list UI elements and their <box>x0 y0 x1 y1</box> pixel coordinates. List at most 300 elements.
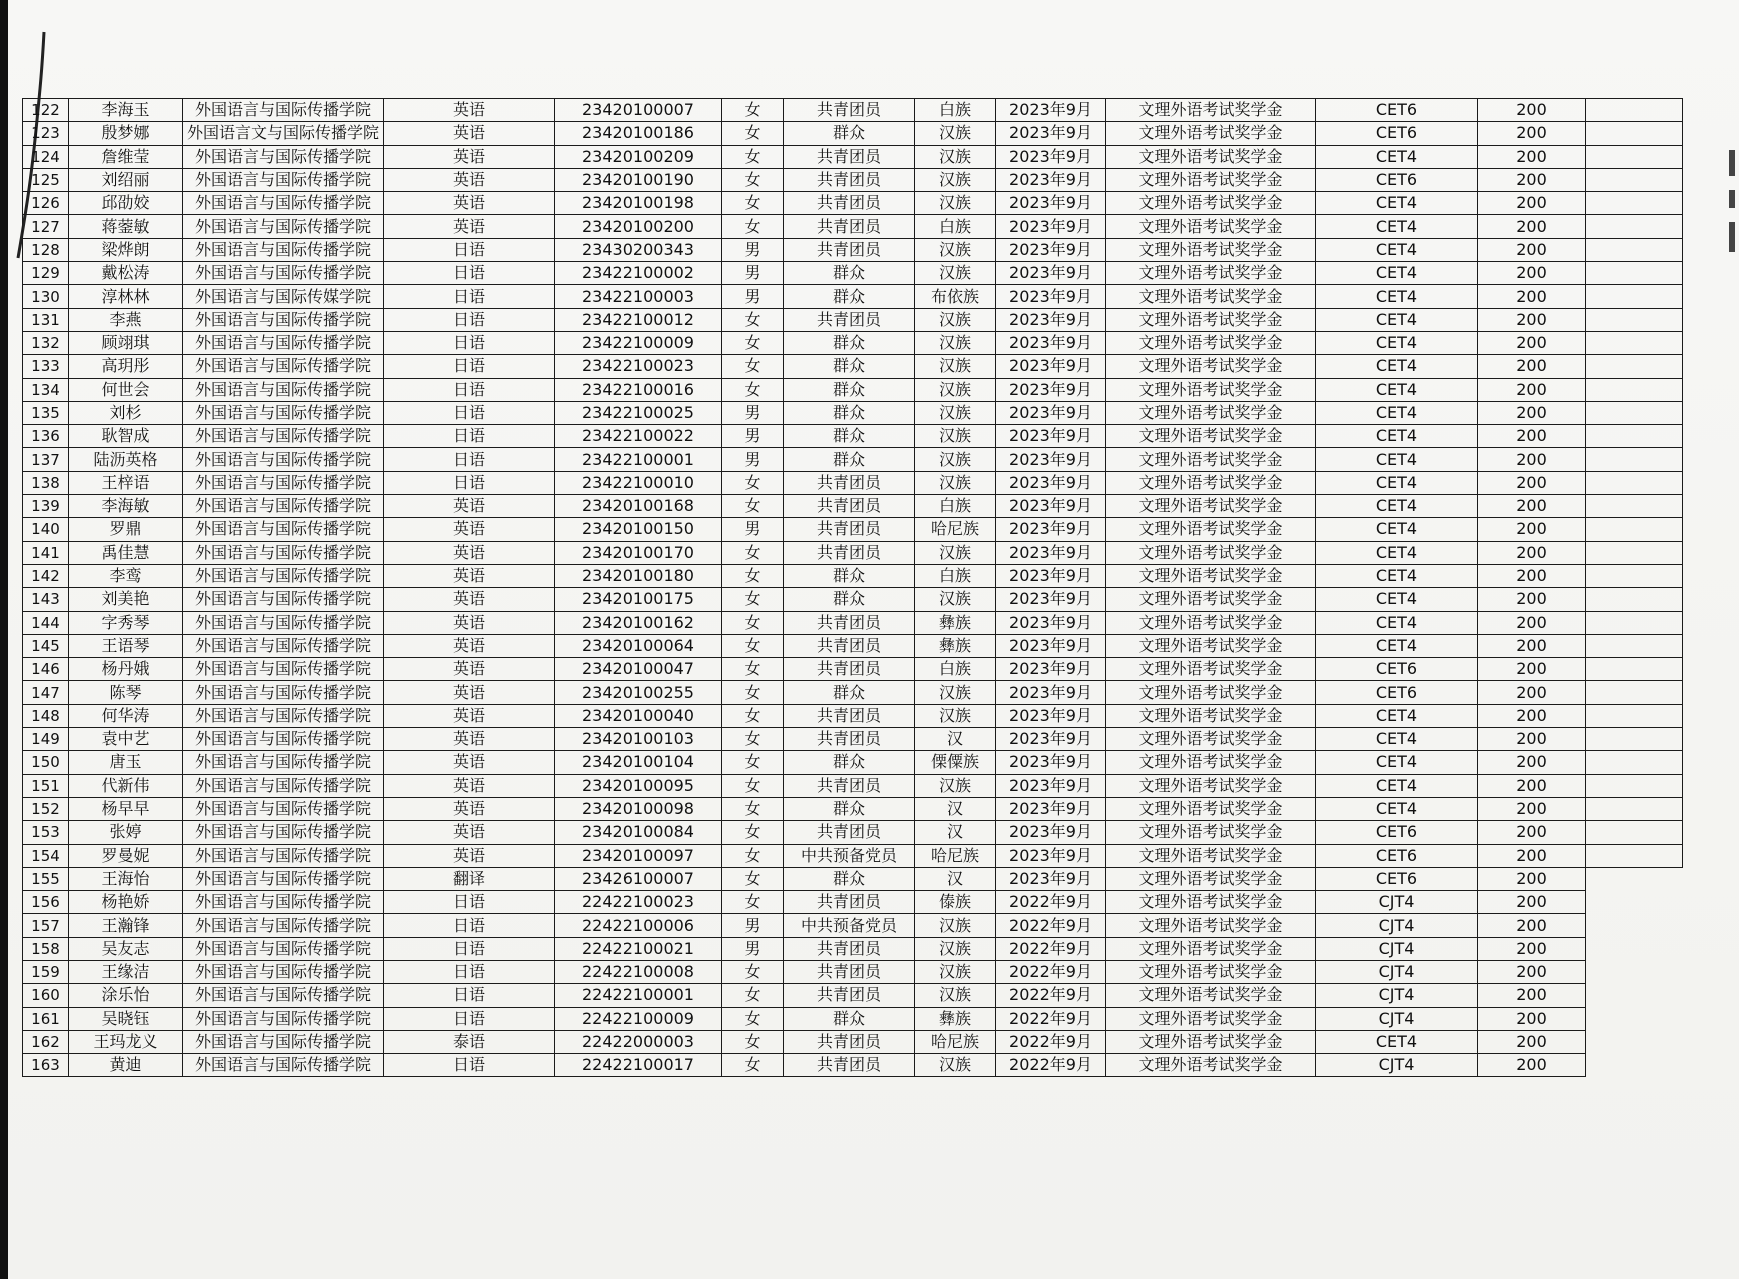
college-cell: 外国语言与国际传播学院 <box>183 891 384 914</box>
major-cell: 英语 <box>384 634 555 657</box>
enrollment-date-cell: 2022年9月 <box>996 1054 1106 1077</box>
major-cell: 英语 <box>384 774 555 797</box>
scholarship-type-cell: 文理外语考试奖学金 <box>1106 1054 1316 1077</box>
right-edge-marks <box>1727 150 1737 260</box>
major-cell: 翻译 <box>384 867 555 890</box>
gender-cell: 女 <box>722 564 784 587</box>
row-number-cell: 141 <box>23 541 69 564</box>
gender-cell: 女 <box>722 495 784 518</box>
major-cell: 英语 <box>384 564 555 587</box>
table-row <box>23 821 1683 844</box>
student-id-cell: 23422100001 <box>555 448 722 471</box>
major-cell: 英语 <box>384 844 555 867</box>
major-cell: 日语 <box>384 891 555 914</box>
remarks-cell <box>1586 168 1683 191</box>
row-number-cell: 134 <box>23 378 69 401</box>
remarks-cell <box>1586 658 1683 681</box>
scholarship-type-cell: 文理外语考试奖学金 <box>1106 425 1316 448</box>
empty-area <box>1586 914 1683 937</box>
remarks-cell <box>1586 728 1683 751</box>
political-status-cell: 共青团员 <box>784 821 915 844</box>
table-row <box>23 215 1683 238</box>
ethnicity-cell: 白族 <box>915 495 996 518</box>
scholarship-type-cell: 文理外语考试奖学金 <box>1106 168 1316 191</box>
ethnicity-cell: 汉 <box>915 867 996 890</box>
enrollment-date-cell: 2023年9月 <box>996 704 1106 727</box>
exam-level-cell: CET6 <box>1316 168 1478 191</box>
ethnicity-cell: 汉族 <box>915 984 996 1007</box>
gender-cell: 女 <box>722 867 784 890</box>
college-cell: 外国语言与国际传播学院 <box>183 238 384 261</box>
enrollment-date-cell: 2023年9月 <box>996 541 1106 564</box>
exam-level-cell: CJT4 <box>1316 984 1478 1007</box>
major-cell: 日语 <box>384 937 555 960</box>
student-name-cell: 何世会 <box>69 378 183 401</box>
empty-area <box>1586 1054 1683 1077</box>
row-number-cell: 130 <box>23 285 69 308</box>
remarks-cell <box>1586 634 1683 657</box>
amount-cell: 200 <box>1478 984 1586 1007</box>
table-row <box>23 937 1683 960</box>
exam-level-cell: CET4 <box>1316 215 1478 238</box>
enrollment-date-cell: 2023年9月 <box>996 331 1106 354</box>
row-number-cell: 152 <box>23 797 69 820</box>
student-id-cell: 23420100007 <box>555 99 722 122</box>
student-id-cell: 23420100084 <box>555 821 722 844</box>
gender-cell: 女 <box>722 704 784 727</box>
college-cell: 外国语言与国际传播学院 <box>183 960 384 983</box>
student-name-cell: 杨艳娇 <box>69 891 183 914</box>
student-name-cell: 黄迪 <box>69 1054 183 1077</box>
student-name-cell: 淳林林 <box>69 285 183 308</box>
amount-cell: 200 <box>1478 122 1586 145</box>
student-name-cell: 王瀚锋 <box>69 914 183 937</box>
scholarship-type-cell: 文理外语考试奖学金 <box>1106 867 1316 890</box>
college-cell: 外国语言与国际传播学院 <box>183 937 384 960</box>
student-id-cell: 23420100198 <box>555 192 722 215</box>
enrollment-date-cell: 2022年9月 <box>996 937 1106 960</box>
remarks-cell <box>1586 401 1683 424</box>
major-cell: 英语 <box>384 145 555 168</box>
student-name-cell: 刘美艳 <box>69 588 183 611</box>
student-name-cell: 代新伟 <box>69 774 183 797</box>
remarks-cell <box>1586 425 1683 448</box>
student-name-cell: 詹维莹 <box>69 145 183 168</box>
gender-cell: 女 <box>722 331 784 354</box>
amount-cell: 200 <box>1478 99 1586 122</box>
table-row <box>23 448 1683 471</box>
political-status-cell: 共青团员 <box>784 541 915 564</box>
scholarship-type-cell: 文理外语考试奖学金 <box>1106 285 1316 308</box>
college-cell: 外国语言与国际传播学院 <box>183 145 384 168</box>
scholarship-type-cell: 文理外语考试奖学金 <box>1106 844 1316 867</box>
gender-cell: 女 <box>722 355 784 378</box>
table-row <box>23 168 1683 191</box>
college-cell: 外国语言与国际传播学院 <box>183 774 384 797</box>
political-status-cell: 群众 <box>784 448 915 471</box>
college-cell: 外国语言文与国际传播学院 <box>183 122 384 145</box>
student-name-cell: 涂乐怡 <box>69 984 183 1007</box>
scholarship-type-cell: 文理外语考试奖学金 <box>1106 611 1316 634</box>
amount-cell: 200 <box>1478 262 1586 285</box>
ethnicity-cell: 汉族 <box>915 541 996 564</box>
table-row <box>23 914 1683 937</box>
empty-area <box>1586 984 1683 1007</box>
political-status-cell: 群众 <box>784 355 915 378</box>
remarks-cell <box>1586 751 1683 774</box>
major-cell: 英语 <box>384 99 555 122</box>
amount-cell: 200 <box>1478 378 1586 401</box>
row-number-cell: 129 <box>23 262 69 285</box>
student-id-cell: 23422100009 <box>555 331 722 354</box>
scholarship-type-cell: 文理外语考试奖学金 <box>1106 262 1316 285</box>
table-row <box>23 122 1683 145</box>
student-id-cell: 22422100008 <box>555 960 722 983</box>
student-name-cell: 罗曼妮 <box>69 844 183 867</box>
gender-cell: 女 <box>722 215 784 238</box>
ethnicity-cell: 汉族 <box>915 262 996 285</box>
ethnicity-cell: 汉族 <box>915 681 996 704</box>
ethnicity-cell: 傈僳族 <box>915 751 996 774</box>
row-number-cell: 162 <box>23 1030 69 1053</box>
major-cell: 英语 <box>384 658 555 681</box>
college-cell: 外国语言与国际传播学院 <box>183 192 384 215</box>
student-name-cell: 李海敏 <box>69 495 183 518</box>
student-id-cell: 23420100104 <box>555 751 722 774</box>
student-id-cell: 23420100168 <box>555 495 722 518</box>
enrollment-date-cell: 2023年9月 <box>996 611 1106 634</box>
major-cell: 英语 <box>384 541 555 564</box>
scholarship-type-cell: 文理外语考试奖学金 <box>1106 192 1316 215</box>
row-number-cell: 123 <box>23 122 69 145</box>
political-status-cell: 群众 <box>784 564 915 587</box>
table-row <box>23 1054 1683 1077</box>
major-cell: 日语 <box>384 285 555 308</box>
amount-cell: 200 <box>1478 704 1586 727</box>
enrollment-date-cell: 2023年9月 <box>996 425 1106 448</box>
exam-level-cell: CET4 <box>1316 774 1478 797</box>
remarks-cell <box>1586 821 1683 844</box>
student-name-cell: 戴松涛 <box>69 262 183 285</box>
enrollment-date-cell: 2023年9月 <box>996 99 1106 122</box>
scholarship-type-cell: 文理外语考试奖学金 <box>1106 914 1316 937</box>
student-name-cell: 王梓语 <box>69 471 183 494</box>
student-name-cell: 王玛龙义 <box>69 1030 183 1053</box>
ethnicity-cell: 汉族 <box>915 401 996 424</box>
row-number-cell: 161 <box>23 1007 69 1030</box>
empty-area <box>1586 1030 1683 1053</box>
remarks-cell <box>1586 844 1683 867</box>
gender-cell: 男 <box>722 401 784 424</box>
exam-level-cell: CET4 <box>1316 1030 1478 1053</box>
gender-cell: 男 <box>722 518 784 541</box>
student-name-cell: 吴友志 <box>69 937 183 960</box>
exam-level-cell: CET4 <box>1316 564 1478 587</box>
empty-area <box>1586 867 1683 890</box>
gender-cell: 女 <box>722 821 784 844</box>
college-cell: 外国语言与国际传播学院 <box>183 331 384 354</box>
row-number-cell: 147 <box>23 681 69 704</box>
gender-cell: 男 <box>722 238 784 261</box>
political-status-cell: 群众 <box>784 1007 915 1030</box>
student-name-cell: 王语琴 <box>69 634 183 657</box>
row-number-cell: 142 <box>23 564 69 587</box>
student-name-cell: 杨早早 <box>69 797 183 820</box>
remarks-cell <box>1586 308 1683 331</box>
student-name-cell: 陈琴 <box>69 681 183 704</box>
scholarship-type-cell: 文理外语考试奖学金 <box>1106 1030 1316 1053</box>
gender-cell: 女 <box>722 192 784 215</box>
ethnicity-cell: 汉族 <box>915 1054 996 1077</box>
major-cell: 日语 <box>384 1007 555 1030</box>
exam-level-cell: CET4 <box>1316 308 1478 331</box>
amount-cell: 200 <box>1478 634 1586 657</box>
enrollment-date-cell: 2023年9月 <box>996 168 1106 191</box>
gender-cell: 女 <box>722 541 784 564</box>
student-id-cell: 22422100023 <box>555 891 722 914</box>
ethnicity-cell: 傣族 <box>915 891 996 914</box>
student-id-cell: 23420100064 <box>555 634 722 657</box>
ethnicity-cell: 汉族 <box>915 704 996 727</box>
exam-level-cell: CET6 <box>1316 122 1478 145</box>
amount-cell: 200 <box>1478 471 1586 494</box>
ethnicity-cell: 哈尼族 <box>915 518 996 541</box>
exam-level-cell: CET6 <box>1316 99 1478 122</box>
amount-cell: 200 <box>1478 1007 1586 1030</box>
major-cell: 英语 <box>384 588 555 611</box>
major-cell: 日语 <box>384 1054 555 1077</box>
college-cell: 外国语言与国际传播学院 <box>183 308 384 331</box>
political-status-cell: 共青团员 <box>784 634 915 657</box>
exam-level-cell: CET4 <box>1316 751 1478 774</box>
gender-cell: 女 <box>722 611 784 634</box>
student-id-cell: 23420100150 <box>555 518 722 541</box>
major-cell: 日语 <box>384 471 555 494</box>
amount-cell: 200 <box>1478 891 1586 914</box>
student-name-cell: 何华涛 <box>69 704 183 727</box>
student-name-cell: 字秀琴 <box>69 611 183 634</box>
student-id-cell: 23426100007 <box>555 867 722 890</box>
row-number-cell: 138 <box>23 471 69 494</box>
gender-cell: 女 <box>722 1054 784 1077</box>
remarks-cell <box>1586 588 1683 611</box>
student-id-cell: 23422100010 <box>555 471 722 494</box>
remarks-cell <box>1586 355 1683 378</box>
table-row <box>23 401 1683 424</box>
student-id-cell: 22422000003 <box>555 1030 722 1053</box>
enrollment-date-cell: 2023年9月 <box>996 448 1106 471</box>
exam-level-cell: CJT4 <box>1316 1054 1478 1077</box>
student-name-cell: 高玥彤 <box>69 355 183 378</box>
gender-cell: 男 <box>722 937 784 960</box>
table-body <box>23 99 1683 1077</box>
student-id-cell: 22422100009 <box>555 1007 722 1030</box>
enrollment-date-cell: 2022年9月 <box>996 1007 1106 1030</box>
row-number-cell: 156 <box>23 891 69 914</box>
gender-cell: 男 <box>722 285 784 308</box>
student-id-cell: 23422100025 <box>555 401 722 424</box>
ethnicity-cell: 汉族 <box>915 355 996 378</box>
enrollment-date-cell: 2023年9月 <box>996 122 1106 145</box>
table-row <box>23 611 1683 634</box>
row-number-cell: 125 <box>23 168 69 191</box>
ethnicity-cell: 哈尼族 <box>915 1030 996 1053</box>
major-cell: 英语 <box>384 704 555 727</box>
table-row <box>23 541 1683 564</box>
political-status-cell: 共青团员 <box>784 891 915 914</box>
enrollment-date-cell: 2022年9月 <box>996 984 1106 1007</box>
political-status-cell: 共青团员 <box>784 937 915 960</box>
student-id-cell: 23420100180 <box>555 564 722 587</box>
row-number-cell: 139 <box>23 495 69 518</box>
row-number-cell: 155 <box>23 867 69 890</box>
student-id-cell: 23420100040 <box>555 704 722 727</box>
exam-level-cell: CET6 <box>1316 844 1478 867</box>
ethnicity-cell: 汉族 <box>915 960 996 983</box>
enrollment-date-cell: 2023年9月 <box>996 378 1106 401</box>
empty-area <box>1586 1007 1683 1030</box>
remarks-cell <box>1586 262 1683 285</box>
table-row <box>23 331 1683 354</box>
scholarship-type-cell: 文理外语考试奖学金 <box>1106 355 1316 378</box>
amount-cell: 200 <box>1478 1030 1586 1053</box>
gender-cell: 女 <box>722 728 784 751</box>
college-cell: 外国语言与国际传播学院 <box>183 1030 384 1053</box>
amount-cell: 200 <box>1478 937 1586 960</box>
amount-cell: 200 <box>1478 681 1586 704</box>
row-number-cell: 126 <box>23 192 69 215</box>
table-row <box>23 774 1683 797</box>
major-cell: 日语 <box>384 308 555 331</box>
student-name-cell: 梁烨朗 <box>69 238 183 261</box>
empty-area <box>1586 891 1683 914</box>
enrollment-date-cell: 2023年9月 <box>996 728 1106 751</box>
student-name-cell: 罗鼎 <box>69 518 183 541</box>
ethnicity-cell: 汉族 <box>915 448 996 471</box>
student-name-cell: 邱劭姣 <box>69 192 183 215</box>
gender-cell: 男 <box>722 262 784 285</box>
amount-cell: 200 <box>1478 238 1586 261</box>
student-name-cell: 刘绍丽 <box>69 168 183 191</box>
political-status-cell: 共青团员 <box>784 960 915 983</box>
amount-cell: 200 <box>1478 145 1586 168</box>
enrollment-date-cell: 2023年9月 <box>996 588 1106 611</box>
table-row <box>23 797 1683 820</box>
table-row <box>23 891 1683 914</box>
student-id-cell: 23420100186 <box>555 122 722 145</box>
major-cell: 日语 <box>384 448 555 471</box>
exam-level-cell: CJT4 <box>1316 937 1478 960</box>
gender-cell: 男 <box>722 914 784 937</box>
political-status-cell: 共青团员 <box>784 611 915 634</box>
ethnicity-cell: 白族 <box>915 99 996 122</box>
exam-level-cell: CET4 <box>1316 285 1478 308</box>
student-id-cell: 23422100002 <box>555 262 722 285</box>
political-status-cell: 群众 <box>784 588 915 611</box>
student-name-cell: 张婷 <box>69 821 183 844</box>
ethnicity-cell: 汉族 <box>915 774 996 797</box>
gender-cell: 女 <box>722 960 784 983</box>
student-name-cell: 王海怡 <box>69 867 183 890</box>
enrollment-date-cell: 2023年9月 <box>996 192 1106 215</box>
remarks-cell <box>1586 611 1683 634</box>
college-cell: 外国语言与国际传播学院 <box>183 355 384 378</box>
amount-cell: 200 <box>1478 564 1586 587</box>
amount-cell: 200 <box>1478 588 1586 611</box>
major-cell: 日语 <box>384 378 555 401</box>
scholarship-type-cell: 文理外语考试奖学金 <box>1106 518 1316 541</box>
ethnicity-cell: 汉族 <box>915 425 996 448</box>
gender-cell: 女 <box>722 891 784 914</box>
scholarship-type-cell: 文理外语考试奖学金 <box>1106 471 1316 494</box>
row-number-cell: 132 <box>23 331 69 354</box>
enrollment-date-cell: 2022年9月 <box>996 891 1106 914</box>
student-name-cell: 吴晓钰 <box>69 1007 183 1030</box>
enrollment-date-cell: 2023年9月 <box>996 308 1106 331</box>
table-row <box>23 728 1683 751</box>
table-row <box>23 844 1683 867</box>
remarks-cell <box>1586 797 1683 820</box>
political-status-cell: 群众 <box>784 797 915 820</box>
table-row <box>23 867 1683 890</box>
student-name-cell: 李鸾 <box>69 564 183 587</box>
student-id-cell: 23420100097 <box>555 844 722 867</box>
student-name-cell: 陆沥英格 <box>69 448 183 471</box>
scholarship-type-cell: 文理外语考试奖学金 <box>1106 728 1316 751</box>
amount-cell: 200 <box>1478 541 1586 564</box>
political-status-cell: 共青团员 <box>784 308 915 331</box>
ethnicity-cell: 汉族 <box>915 588 996 611</box>
political-status-cell: 共青团员 <box>784 704 915 727</box>
ethnicity-cell: 汉族 <box>915 145 996 168</box>
student-id-cell: 23420100095 <box>555 774 722 797</box>
table-row <box>23 238 1683 261</box>
remarks-cell <box>1586 541 1683 564</box>
row-number-cell: 158 <box>23 937 69 960</box>
table-row <box>23 751 1683 774</box>
row-number-cell: 151 <box>23 774 69 797</box>
exam-level-cell: CET4 <box>1316 238 1478 261</box>
political-status-cell: 群众 <box>784 751 915 774</box>
ethnicity-cell: 汉族 <box>915 378 996 401</box>
student-id-cell: 23422100022 <box>555 425 722 448</box>
political-status-cell: 中共预备党员 <box>784 844 915 867</box>
major-cell: 英语 <box>384 681 555 704</box>
college-cell: 外国语言与国际传播学院 <box>183 564 384 587</box>
gender-cell: 女 <box>722 844 784 867</box>
college-cell: 外国语言与国际传播学院 <box>183 168 384 191</box>
college-cell: 外国语言与国际传播学院 <box>183 588 384 611</box>
enrollment-date-cell: 2023年9月 <box>996 681 1106 704</box>
enrollment-date-cell: 2023年9月 <box>996 215 1106 238</box>
table-row <box>23 1030 1683 1053</box>
major-cell: 英语 <box>384 122 555 145</box>
exam-level-cell: CET4 <box>1316 425 1478 448</box>
college-cell: 外国语言与国际传播学院 <box>183 518 384 541</box>
exam-level-cell: CET6 <box>1316 681 1478 704</box>
amount-cell: 200 <box>1478 192 1586 215</box>
scholarship-type-cell: 文理外语考试奖学金 <box>1106 984 1316 1007</box>
remarks-cell <box>1586 192 1683 215</box>
major-cell: 日语 <box>384 238 555 261</box>
ethnicity-cell: 哈尼族 <box>915 844 996 867</box>
empty-area <box>1586 960 1683 983</box>
major-cell: 日语 <box>384 425 555 448</box>
scholarship-type-cell: 文理外语考试奖学金 <box>1106 681 1316 704</box>
student-id-cell: 23420100200 <box>555 215 722 238</box>
major-cell: 日语 <box>384 914 555 937</box>
exam-level-cell: CET4 <box>1316 797 1478 820</box>
